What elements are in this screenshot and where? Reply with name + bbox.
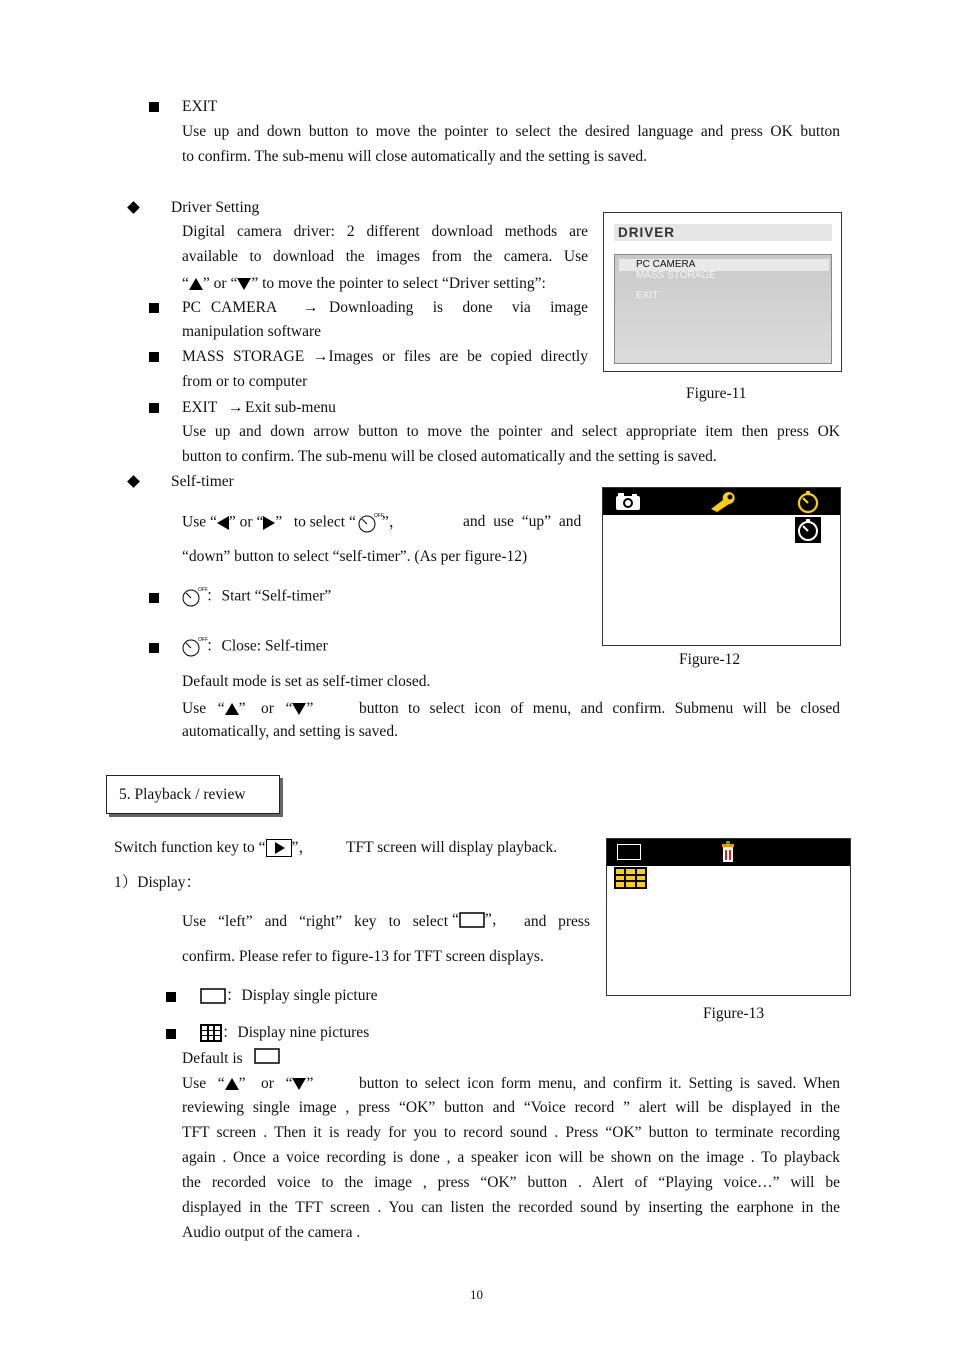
confirm-line: confirm. Please refer to figure-13 for TFT screen displays. [182, 948, 544, 965]
wrench-icon [708, 491, 738, 512]
switch-line: TFT screen will display playback. [346, 839, 558, 856]
exit-paragraph-line: to confirm. The sub-menu will close automatically and the setting is saved. [182, 148, 648, 165]
diamond-bullet [127, 201, 140, 214]
arrow-right: → [228, 399, 244, 416]
down-arrow-icon [237, 278, 251, 290]
display-heading: 1）Display： [114, 874, 201, 891]
selftimer-line: “down” button to select “self-timer”. (As per figure-12) [182, 548, 528, 565]
page-number: 10 [470, 1287, 483, 1302]
speaker-icon [720, 841, 736, 863]
self-timer-icon [180, 586, 206, 608]
bullet [149, 593, 159, 603]
bullet [149, 303, 159, 313]
playback-paragraph: TFT screen . Then it is ready for you to record sound . Press “OK” button to terminate recording [182, 1124, 840, 1141]
mass-storage-desc: MASS STORAGE →Images or files are be copied directly [182, 348, 588, 365]
section-title: 5. Playback / review [119, 786, 246, 803]
playback-paragraph: again . Once a voice recording is done , a speaker icon will be shown on the image . To playback [182, 1149, 840, 1166]
up-arrow-icon [189, 278, 203, 290]
figure-13 [606, 838, 851, 996]
lr-line: Use “left” and “right” key to select [182, 913, 448, 930]
selftimer-start: OFF ：Start “Self-timer” [180, 586, 331, 608]
playback-paragraph: Audio output of the camera . [182, 1224, 361, 1241]
pc-camera-label: PC CAMERA [182, 299, 278, 316]
mass-storage-desc: from or to computer [182, 373, 308, 390]
playback-paragraph: button to select icon form menu, and confirm it. Setting is saved. When [359, 1075, 840, 1092]
selftimer-line: and use “up” and [463, 513, 582, 530]
self-timer-icon [796, 491, 820, 513]
bullet [166, 992, 176, 1002]
up-arrow-icon [225, 703, 239, 715]
down-arrow-icon [292, 1078, 306, 1090]
svg-text:OFF: OFF [373, 513, 384, 519]
driver-line: Digital camera driver: 2 different download methods are [182, 223, 588, 240]
nine-pictures-icon [200, 1024, 222, 1042]
single-picture-icon [254, 1048, 280, 1064]
nine-pictures-icon[interactable] [614, 867, 647, 889]
single-picture-icon [200, 988, 226, 1004]
single-picture-icon [459, 912, 485, 928]
driver-heading: Driver Setting [171, 199, 260, 216]
self-timer-icon [356, 512, 382, 534]
single-picture-item: ：Display single picture [200, 986, 378, 1006]
camera-icon [615, 492, 641, 511]
up-arrow-icon [225, 1078, 239, 1090]
single-picture-icon[interactable] [617, 844, 641, 860]
bullet [149, 102, 159, 112]
driver-use-line: button to confirm. The sub-menu will be closed automatically and the setting is saved. [182, 448, 717, 465]
menu-item-exit[interactable]: EXIT [636, 290, 659, 301]
selftimer-heading: Self-timer [171, 473, 234, 490]
bullet [149, 403, 159, 413]
menu-item-mass-storage[interactable]: MASS STORAGE [636, 270, 716, 281]
self-timer-icon [795, 517, 821, 543]
driver-use-line: Use up and down arrow button to move the pointer and select appropriate item then press OK [182, 423, 840, 440]
svg-text:OFF: OFF [198, 587, 208, 593]
lr-line: and press [524, 913, 590, 930]
selftimer-default: Default mode is set as self-timer closed. [182, 673, 431, 690]
selftimer-use-line: button to select icon of menu, and confirm. Submenu will be closed [359, 700, 840, 717]
selftimer-use-line: Use “ ” or “ ” [182, 700, 314, 717]
bullet [149, 352, 159, 362]
selftimer-use-line: automatically, and setting is saved. [182, 723, 398, 740]
playback-paragraph: the recorded voice to the image , press “OK” button . Alert of “Playing voice…” will be [182, 1174, 840, 1191]
playback-paragraph: displayed in the TFT screen . You can listen the recorded sound by inserting the earphone in the [182, 1199, 840, 1216]
down-arrow-icon [292, 703, 306, 715]
figure-12 [602, 487, 841, 646]
figure-11 [603, 212, 842, 372]
nine-pictures-item: ：Display nine pictures [200, 1023, 369, 1043]
section-box [106, 775, 280, 814]
arrow-right: → [303, 299, 319, 316]
figure-13-caption: Figure-13 [703, 1005, 765, 1022]
figure-12-caption: Figure-12 [679, 651, 741, 668]
default-line: Default is [182, 1049, 280, 1069]
playback-paragraph: reviewing single image , press “OK” button and “Voice record ” alert will be displayed in the [182, 1099, 840, 1116]
exit-title: EXIT [182, 98, 218, 115]
driver-line: “ ” or “ ” to move the pointer to select “Driver setting”: [182, 275, 546, 292]
driver-line: available to download the images from the camera. Use [182, 248, 588, 265]
playback-use-line: Use “ ” or “ ” [182, 1075, 314, 1092]
play-icon [266, 839, 292, 857]
selftimer-line: Use “ ” or “ ” to select “ OFF ”， [182, 512, 404, 534]
bullet [149, 643, 159, 653]
exit-label: EXIT [182, 399, 218, 416]
pc-camera-desc: manipulation software [182, 323, 322, 340]
driver-menu-panel [614, 254, 832, 364]
selftimer-close: OFF ：Close: Self-timer [180, 636, 328, 658]
menu-item-pc-camera[interactable]: PC CAMERA [636, 259, 696, 270]
left-arrow-icon [217, 516, 229, 530]
self-timer-icon [180, 636, 206, 658]
bullet [166, 1029, 176, 1039]
driver-menu-title: DRIVER [614, 224, 832, 241]
pc-camera-desc: Downloading is done via image [329, 299, 588, 316]
exit-desc: Exit sub-menu [245, 399, 336, 416]
svg-text:OFF: OFF [198, 637, 208, 643]
exit-paragraph-line: Use up and down button to move the pointer to select the desired language and press OK button [182, 123, 840, 140]
figure-11-caption: Figure-11 [686, 385, 747, 402]
switch-line: Switch function key to “ ”， [114, 839, 314, 856]
lr-line: “ ”， [452, 911, 508, 928]
right-arrow-icon [263, 516, 275, 530]
self-timer-selected[interactable] [795, 517, 821, 543]
diamond-bullet [127, 475, 140, 488]
